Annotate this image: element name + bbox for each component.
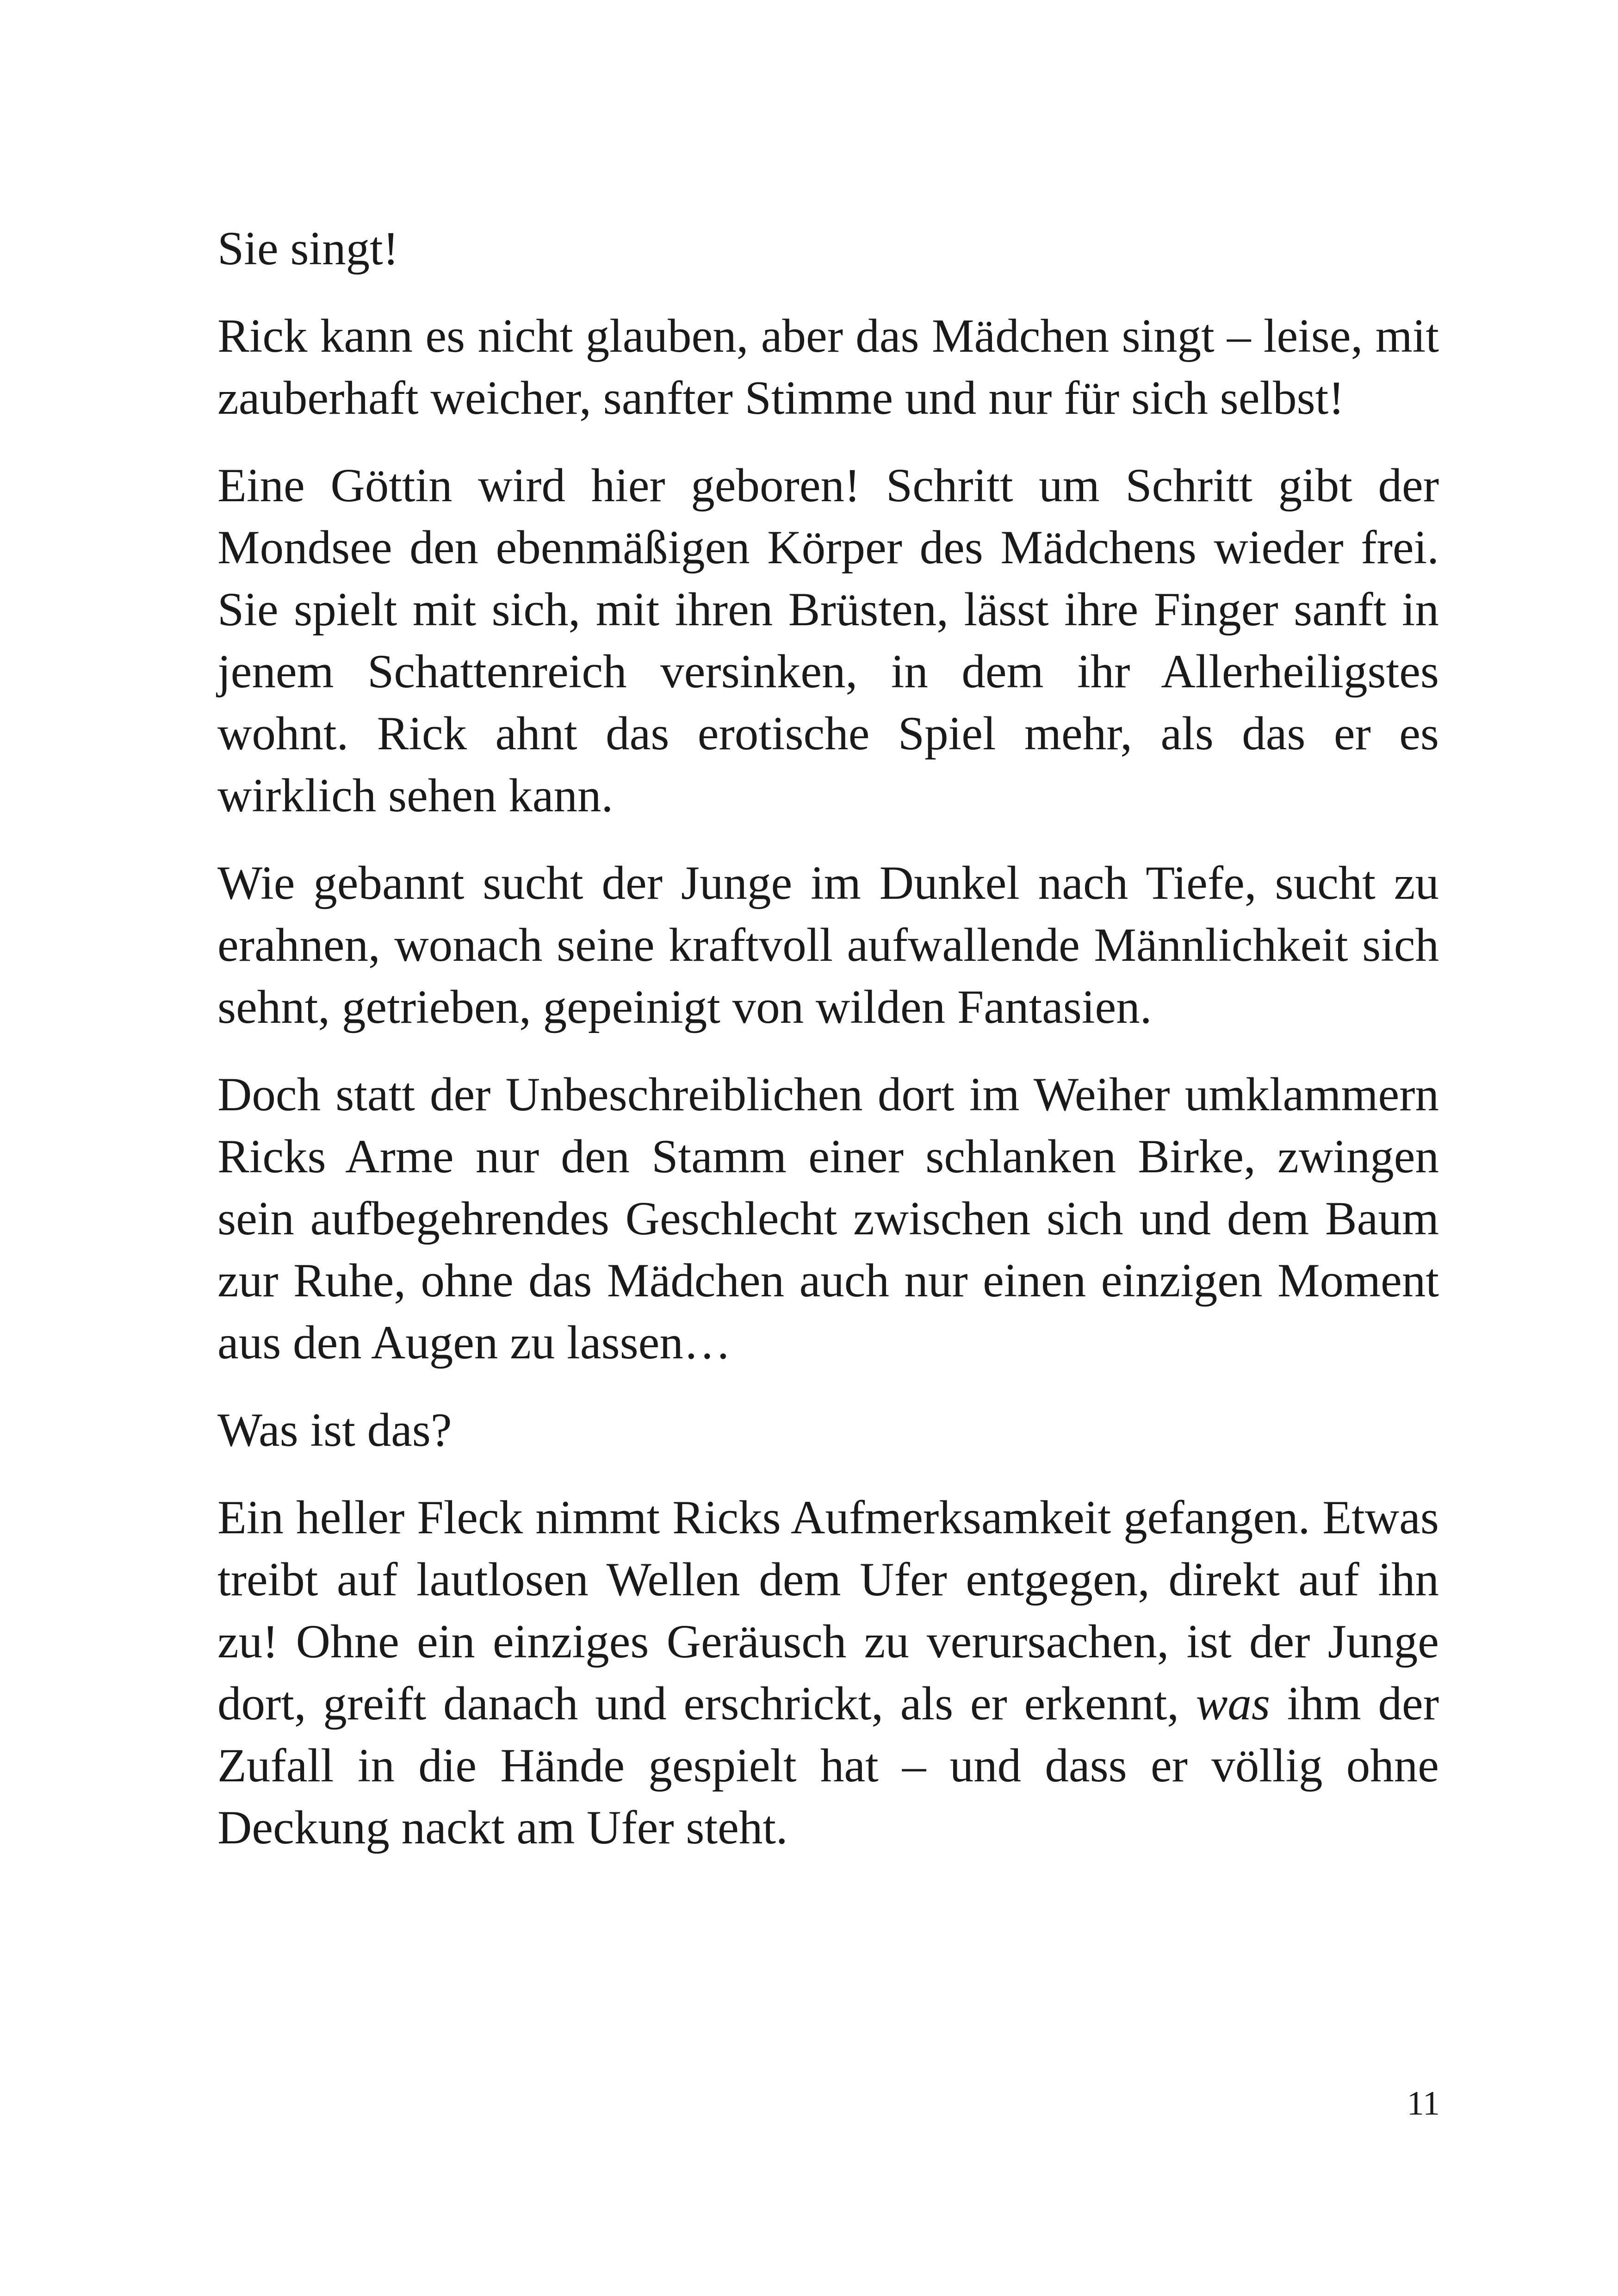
paragraph: Eine Göttin wird hier geboren! Schritt um Schritt gibt der Mondsee den ebenmäßigen Körper des Mädchens wieder frei. Sie spielt mit sich, mit ihren Brüsten, lässt ihre Finger sanft in jenem Schattenreich versinken, in dem ihr Allerheiligstes wohnt. Rick ahnt das erotische Spiel mehr, als das er es wirklich sehen kann. [217,459,1439,822]
paragraph: Was ist das? [217,1404,452,1456]
paragraph-last [217,1487,1439,1859]
paragraph: Sie singt! [217,222,399,275]
paragraph: Doch statt der Unbeschreiblichen dort im Weiher umklammern Ricks Arme nur den Stamm einer schlanken Birke, zwingen sein aufbegehrendes Geschlecht zwischen sich und dem Baum zur Ruhe, ohne das Mädchen auch nur einen einzigen Moment aus den Augen zu lassen… [217,1068,1439,1369]
paragraph: Rick kann es nicht glauben, aber das Mädchen singt – leise, mit zauberhaft weicher, sanfter Stimme und nur für sich selbst! [217,310,1439,424]
page-body [217,218,1439,1859]
paragraph-text: Ein heller Fleck nimmt Ricks Aufmerksamkeit gefangen. Etwas treibt auf lautlosen Wellen dem Ufer entgegen, direkt auf ihn zu! Ohne ein einziges Geräusch zu verursachen, ist der Junge dort, greift danach und erschrickt, als er erkennt, [217,1491,1439,1730]
paragraph: Wie gebannt sucht der Junge im Dunkel nach Tiefe, sucht zu erahnen, wonach seine kraftvoll aufwallende Männlichkeit sich sehnt, getrieben, gepeinigt von wilden Fantasien. [217,857,1439,1033]
emphasized-word: was [1196,1677,1270,1730]
paragraph-text: ihm der Zufall in die Hände gespielt hat – und dass er völlig ohne Deckung nackt am Ufer steht. [217,1677,1439,1854]
page-number: 11 [1407,2084,1440,2122]
